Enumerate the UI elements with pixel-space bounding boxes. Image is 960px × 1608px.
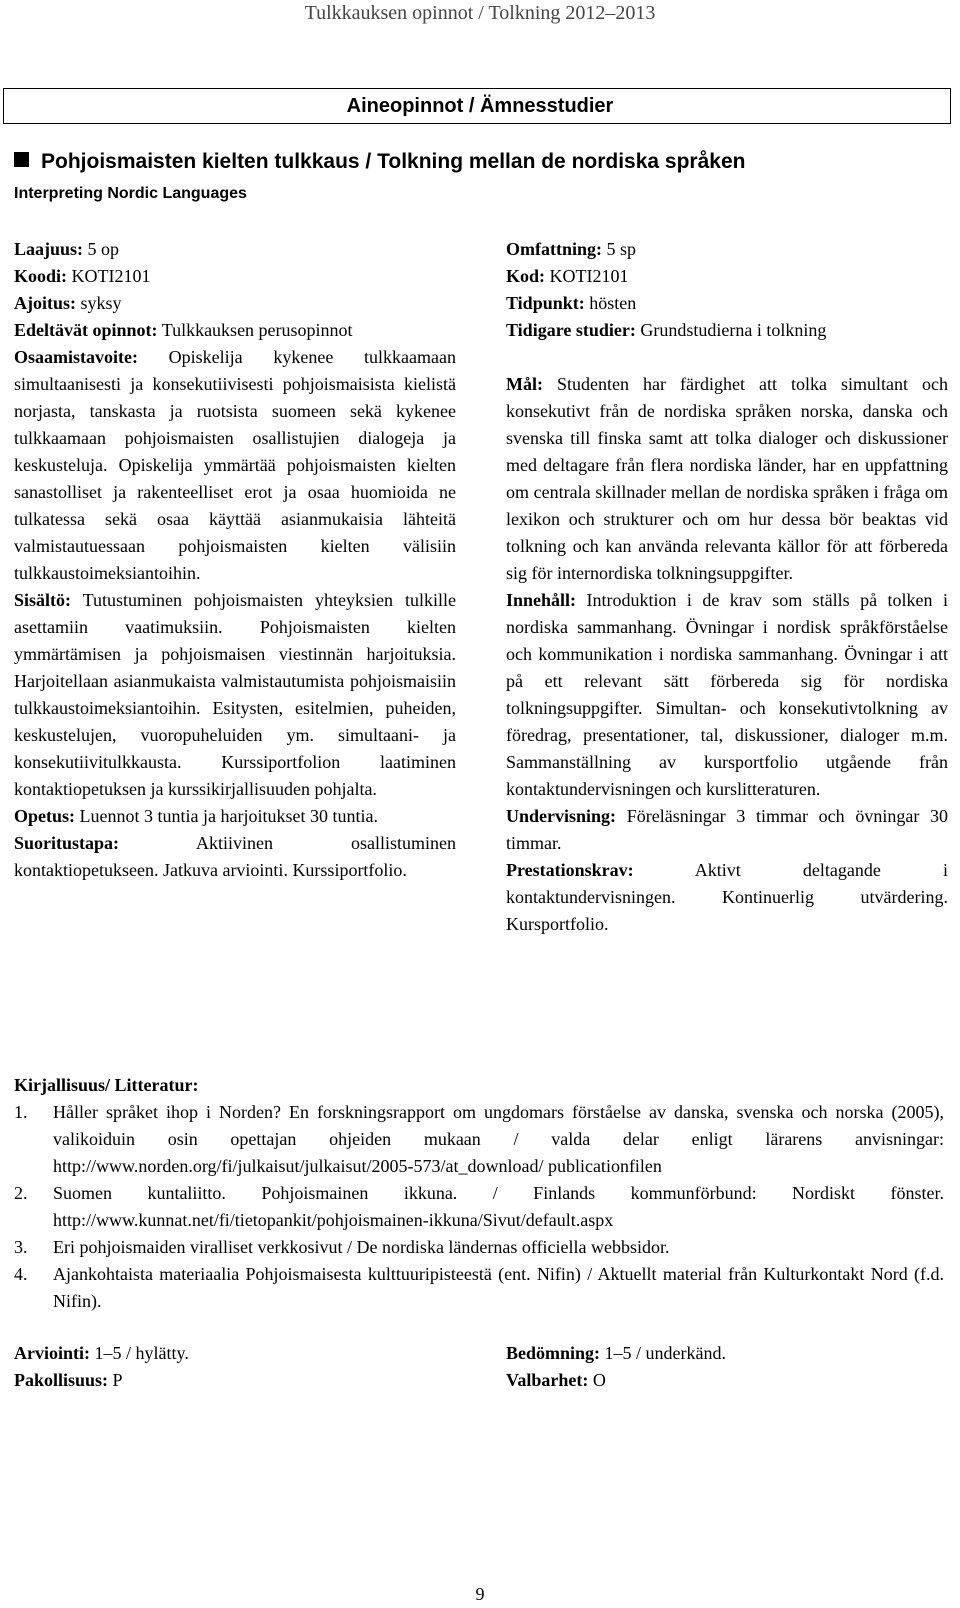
sv-mal: Mål: Studenten har färdighet att tolka simultant och konsekutivt från de nordiska språken norska, danska och svenska till finska samt att tolka dialoger och diskussioner med deltagare från flera nordiska länder, har en uppfattning om centrala skillnader mellan de nordiska språken i fråga om lexikon och strukturer och om hur dessa bör beaktas vid tolkning och kan använda relevanta källor för att förbereda sig för internordiska tolkningsuppgifter. — [506, 374, 948, 583]
course-english-title: Interpreting Nordic Languages — [14, 185, 247, 202]
fi-pakollisuus: Pakollisuus: P — [14, 1370, 123, 1390]
literature-heading: Kirjallisuus/ Litteratur: — [14, 1075, 199, 1095]
literature-item-text: Håller språket ihop i Norden? En forskningsrapport om ungdomars förståelse av danska, svenska och norska (2005), valikoiduin osin opettajan ohjeiden mukaan / valda delar enligt lärarens anvisningar: http://www.norden.org/fi/julkaisut/julkaisut/2005-573/at_download/ publicationfilen — [53, 1102, 944, 1176]
sv-tidpunkt: Tidpunkt: hösten — [506, 293, 637, 313]
literature-item-number: 3. — [14, 1237, 28, 1257]
sv-tidigare: Tidigare studier: Grundstudierna i tolkning — [506, 320, 827, 340]
page-number: 9 — [475, 1584, 485, 1604]
literature-list — [14, 1099, 944, 1315]
course-title-text: Pohjoismaisten kielten tulkkaus / Tolkning mellan de nordiska språken — [41, 150, 746, 173]
literature-item-text: Suomen kuntaliitto. Pohjoismainen ikkuna. / Finlands kommunförbund: Nordiskt fönster. http://www.kunnat.net/fi/tietopankit/pohjoismainen-ikkuna/Sivut/default.aspx — [53, 1183, 944, 1230]
sv-kod: Kod: KOTI2101 — [506, 266, 629, 286]
fi-sisalto: Sisältö: Tutustuminen pohjoismaisten yhteyksien tulkille asettamiin vaatimuksiin. Pohjoismaisten kielten ymmärtämisen ja pohjoismaisen viestinnän harjoituksia. Harjoitellaan asianmukaista valmistautumista pohjoismaisiin tulkkaustoimeksiantoihin. Esitysten, esitelmien, puheiden, keskustelujen, vuoropuheluiden ym. simultaani- ja konsekutiivitulkkausta. Kurssiportfolion laatiminen kontaktiopetuksen ja kurssikirjallisuuden pohjalta. — [14, 590, 456, 799]
literature-item-text: Ajankohtaista materiaalia Pohjoismaisesta kulttuuripisteestä (ent. Nifin) / Aktuellt material från Kulturkontakt Nord (f.d. Nifin). — [53, 1264, 944, 1311]
literature-item — [14, 1234, 944, 1261]
literature-item-number: 1. — [14, 1102, 28, 1122]
fi-arviointi: Arviointi: 1–5 / hylätty. — [14, 1343, 189, 1363]
fi-opetus: Opetus: Luennot 3 tuntia ja harjoitukset 30 tuntia. — [14, 806, 378, 826]
sv-prestationskrav: Prestationskrav: Aktivt deltagande i kontaktundervisningen. Kontinuerlig utvärdering. Kursportfolio. — [506, 860, 948, 934]
sv-omfattning: Omfattning: 5 sp — [506, 239, 637, 259]
finnish-column — [14, 236, 456, 884]
fi-suoritustapa: Suoritustapa: Aktiivinen osallistuminen kontaktiopetukseen. Jatkuva arviointi. Kurssiportfolio. — [14, 833, 456, 880]
literature-item-number: 4. — [14, 1264, 28, 1284]
sv-bedomning: Bedömning: 1–5 / underkänd. — [506, 1343, 727, 1363]
fi-koodi: Koodi: KOTI2101 — [14, 266, 151, 286]
sv-valbarhet: Valbarhet: O — [506, 1370, 606, 1390]
swedish-column — [506, 236, 948, 938]
literature-item — [14, 1099, 944, 1180]
section-title: Aineopinnot / Ämnesstudier — [346, 95, 614, 117]
fi-laajuus: Laajuus: 5 op — [14, 239, 120, 259]
square-bullet-icon — [14, 152, 29, 167]
literature-item-text: Eri pohjoismaiden viralliset verkkosivut / De nordiska ländernas officiella webbsidor. — [53, 1237, 670, 1257]
running-header: Tulkkauksen opinnot / Tolkning 2012–2013 — [304, 2, 656, 24]
sv-innehall: Innehåll: Introduktion i de krav som ställs på tolken i nordiska sammanhang. Övningar i nordisk språkförståelse och kommunikation i nordiska sammanhang. Övningar i att på ett relevant sätt förbereda sig för nordiska tolkningsuppgifter. Simultan- och konsekutivtolkning av föredrag, presentationer, tal, diskussioner, dialoger m.m. Sammanställning av kursportfolio utgående från kontaktundervisningen och kurslitteraturen. — [506, 590, 948, 799]
course-title — [14, 148, 745, 176]
literature-item-number: 2. — [14, 1183, 28, 1203]
fi-ajoitus: Ajoitus: syksy — [14, 293, 122, 313]
fi-osaamistavoite: Osaamistavoite: Opiskelija kykenee tulkkaamaan simultaanisesti ja konsekutiivisesti pohjoismaisista kielistä norjasta, tanskasta ja ruotsista suomeen sekä kykenee tulkkaamaan pohjoismaisten osallistujien dialogeja ja keskusteluja. Opiskelija ymmärtää pohjoismaisten kielten sanastolliset ja rakenteelliset erot ja osaa huomioida ne tulkatessa sekä osaa käyttää asianmukaisia lähteitä valmistautuessaan pohjoismaisten kielten välisiin tulkkaustoimeksiantoihin. — [14, 347, 456, 583]
sv-undervisning: Undervisning: Föreläsningar 3 timmar och övningar 30 timmar. — [506, 806, 948, 853]
literature-item — [14, 1261, 944, 1315]
literature-item — [14, 1180, 944, 1234]
fi-edeltavat: Edeltävät opinnot: Tulkkauksen perusopinnot — [14, 320, 353, 340]
